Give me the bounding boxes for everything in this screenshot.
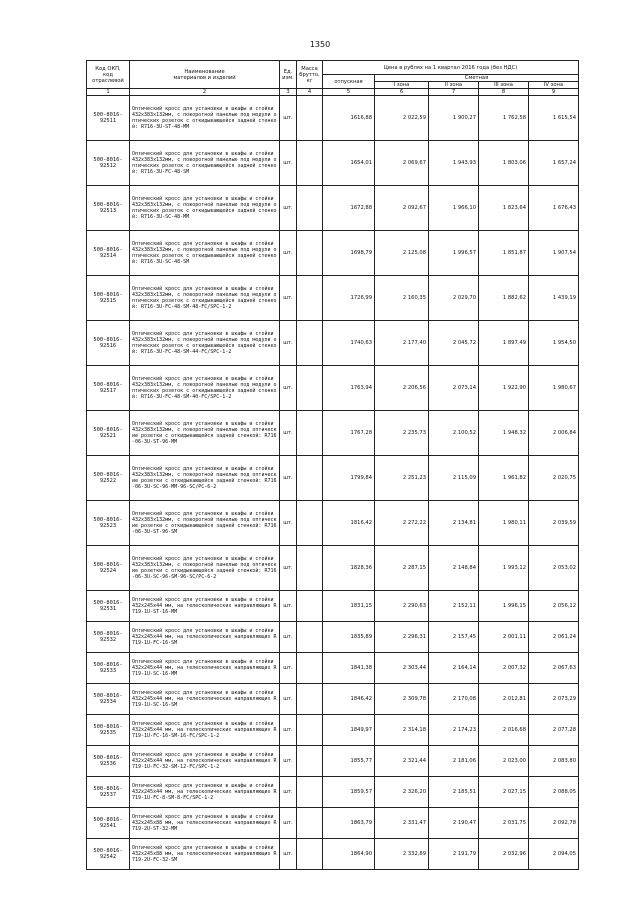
zone-4-price: 2 073,29: [529, 684, 579, 715]
item-name: [130, 591, 280, 622]
item-name: [130, 684, 280, 715]
item-name-text: Оптический кросс для установки в шкафы и стойки 432x245x44 мм, на телескопических направляющих R719-1U-FC-8-SM-8-FC/SPC-1-2: [132, 782, 277, 802]
header-mass: Масса брутто, кг: [297, 61, 323, 89]
item-unit: шт.: [280, 231, 297, 276]
zone-2-price: 2 115,09: [429, 456, 479, 501]
zone-3-price: 1 993,12: [479, 546, 529, 591]
header-zone-4: IV зона: [529, 82, 579, 89]
zone-4-price: 1 980,67: [529, 366, 579, 411]
item-mass: [297, 622, 323, 653]
zone-2-price: 2 045,72: [429, 321, 479, 366]
table-row: [87, 186, 579, 231]
zone-2-price: 2 170,08: [429, 684, 479, 715]
item-unit: шт.: [280, 411, 297, 456]
item-name: [130, 366, 280, 411]
item-code: 500-8016-92523: [87, 501, 130, 546]
header-zone-3: III зона: [479, 82, 529, 89]
zone-4-price: 1 676,43: [529, 186, 579, 231]
zone-3-price: 1 762,58: [479, 96, 529, 141]
zone-1-price: 2 177,40: [375, 321, 429, 366]
zone-1-price: 2 160,35: [375, 276, 429, 321]
item-code: 500-8016-92531: [87, 591, 130, 622]
table-row: [87, 411, 579, 456]
item-code: 500-8016-92533: [87, 653, 130, 684]
table-row: [87, 653, 579, 684]
item-name: [130, 546, 280, 591]
header-release-price: отпускная: [323, 75, 375, 89]
header-name: Наименование материалов и изделий: [130, 61, 280, 89]
item-mass: [297, 746, 323, 777]
release-price: 1831,15: [323, 591, 375, 622]
table-row: [87, 622, 579, 653]
item-name: [130, 839, 280, 870]
item-name: [130, 321, 280, 366]
item-code: 500-8016-92541: [87, 808, 130, 839]
zone-3-price: 1 823,64: [479, 186, 529, 231]
zone-1-price: 2 303,44: [375, 653, 429, 684]
zone-2-price: 2 190,47: [429, 808, 479, 839]
zone-2-price: 2 073,14: [429, 366, 479, 411]
table-row: [87, 777, 579, 808]
item-code: 500-8016-92511: [87, 96, 130, 141]
column-number: 1: [87, 89, 130, 96]
zone-2-price: 2 029,70: [429, 276, 479, 321]
item-name: [130, 653, 280, 684]
item-name-text: Оптический кросс для установки в шкафы и стойки 432x383x132мм, с поворотной панелью под модули оптических розеток с откидывающейся задней стенкой: R716-3U-FC-48-SM-40-FC/SPC-1-2: [132, 375, 277, 401]
item-mass: [297, 777, 323, 808]
item-name-text: Оптический кросс для установки в шкафы и стойки 432x383x132мм, с поворотной панелью под оптические розетки с откидывающейся задней стенкой: R716-06-3U-ST-96-SM: [132, 510, 277, 536]
zone-4-price: 2 056,12: [529, 591, 579, 622]
release-price: 1616,88: [323, 96, 375, 141]
zone-3-price: 1 996,15: [479, 591, 529, 622]
item-code: 500-8016-92515: [87, 276, 130, 321]
item-name: [130, 501, 280, 546]
zone-3-price: 2 007,32: [479, 653, 529, 684]
release-price: 1816,42: [323, 501, 375, 546]
table-row: [87, 591, 579, 622]
item-unit: шт.: [280, 276, 297, 321]
item-mass: [297, 684, 323, 715]
item-unit: шт.: [280, 186, 297, 231]
zone-1-price: 2 326,20: [375, 777, 429, 808]
item-code: 500-8016-92517: [87, 366, 130, 411]
item-name-text: Оптический кросс для установки в шкафы и стойки 432x383x132мм, с поворотной панелью под модули оптических розеток с откидывающейся задней стенкой: R716-3U-FC-48-SM: [132, 150, 277, 176]
release-price: 1740,63: [323, 321, 375, 366]
zone-2-price: 2 191,79: [429, 839, 479, 870]
item-mass: [297, 808, 323, 839]
header-code: Код ОКП, код отраслевой: [87, 61, 130, 89]
zone-2-price: 2 157,45: [429, 622, 479, 653]
table-row: [87, 456, 579, 501]
item-unit: шт.: [280, 591, 297, 622]
item-code: 500-8016-92512: [87, 141, 130, 186]
item-mass: [297, 411, 323, 456]
table-row: [87, 141, 579, 186]
header-zone-1: I зона: [375, 82, 429, 89]
zone-2-price: 2 100,52: [429, 411, 479, 456]
release-price: 1859,57: [323, 777, 375, 808]
item-mass: [297, 839, 323, 870]
item-code: 500-8016-92516: [87, 321, 130, 366]
release-price: 1767,28: [323, 411, 375, 456]
item-name-text: Оптический кросс для установки в шкафы и стойки 432x245x88 мм, на телескопических направляющих R719-2U-ST-32-MM: [132, 813, 277, 833]
item-code: 500-8016-92534: [87, 684, 130, 715]
release-price: 1846,42: [323, 684, 375, 715]
zone-4-price: 2 067,63: [529, 653, 579, 684]
zone-4-price: 1 439,19: [529, 276, 579, 321]
zone-3-price: 1 961,82: [479, 456, 529, 501]
item-unit: шт.: [280, 684, 297, 715]
zone-3-price: 1 882,62: [479, 276, 529, 321]
item-unit: шт.: [280, 141, 297, 186]
zone-1-price: 2 321,44: [375, 746, 429, 777]
item-name-text: Оптический кросс для установки в шкафы и стойки 432x245x88 мм, на телескопических направляющих R719-2U-FC-32-SM: [132, 844, 277, 864]
item-mass: [297, 715, 323, 746]
item-mass: [297, 186, 323, 231]
item-mass: [297, 366, 323, 411]
item-code: 500-8016-92535: [87, 715, 130, 746]
item-mass: [297, 96, 323, 141]
column-number: 7: [429, 89, 479, 96]
zone-4-price: 2 083,80: [529, 746, 579, 777]
item-unit: шт.: [280, 839, 297, 870]
item-unit: шт.: [280, 546, 297, 591]
item-code: 500-8016-92536: [87, 746, 130, 777]
table-row: [87, 684, 579, 715]
item-code: 500-8016-92514: [87, 231, 130, 276]
item-unit: шт.: [280, 96, 297, 141]
price-table: [86, 60, 579, 870]
release-price: 1698,79: [323, 231, 375, 276]
item-name: [130, 456, 280, 501]
zone-1-price: 2 309,78: [375, 684, 429, 715]
table-row: [87, 321, 579, 366]
release-price: 1841,38: [323, 653, 375, 684]
item-code: 500-8016-92522: [87, 456, 130, 501]
zone-4-price: 1 907,54: [529, 231, 579, 276]
zone-4-price: 2 088,05: [529, 777, 579, 808]
table-body: [87, 96, 579, 870]
item-name: [130, 186, 280, 231]
zone-1-price: 2 092,67: [375, 186, 429, 231]
item-code: 500-8016-92537: [87, 777, 130, 808]
item-unit: шт.: [280, 746, 297, 777]
zone-2-price: 2 152,11: [429, 591, 479, 622]
item-mass: [297, 141, 323, 186]
item-unit: шт.: [280, 777, 297, 808]
zone-3-price: 2 027,15: [479, 777, 529, 808]
item-unit: шт.: [280, 366, 297, 411]
item-code: 500-8016-92532: [87, 622, 130, 653]
release-price: 1849,97: [323, 715, 375, 746]
zone-3-price: 1 980,11: [479, 501, 529, 546]
item-unit: шт.: [280, 808, 297, 839]
zone-3-price: 2 012,81: [479, 684, 529, 715]
table-row: [87, 501, 579, 546]
table-row: [87, 276, 579, 321]
column-number: 2: [130, 89, 280, 96]
zone-4-price: 1 954,50: [529, 321, 579, 366]
item-name-text: Оптический кросс для установки в шкафы и стойки 432x383x132мм, с поворотной панелью под модули оптических розеток с откидывающейся задней стенкой: R716-3U-SC-48-SM: [132, 240, 277, 266]
zone-3-price: 2 023,00: [479, 746, 529, 777]
zone-3-price: 1 851,87: [479, 231, 529, 276]
zone-4-price: 2 061,24: [529, 622, 579, 653]
zone-4-price: 2 094,05: [529, 839, 579, 870]
zone-2-price: 1 996,57: [429, 231, 479, 276]
zone-4-price: 2 053,02: [529, 546, 579, 591]
zone-1-price: 2 314,18: [375, 715, 429, 746]
item-name-text: Оптический кросс для установки в шкафы и стойки 432x383x132мм, с поворотной панелью под оптические розетки с откидывающейся задней стенкой: R716-06-3U-ST-96-MM: [132, 420, 277, 446]
zone-1-price: 2 125,08: [375, 231, 429, 276]
zone-2-price: 2 164,14: [429, 653, 479, 684]
header-estimate-price: Сметная: [375, 75, 579, 82]
zone-4-price: 1 615,54: [529, 96, 579, 141]
item-name: [130, 276, 280, 321]
release-price: 1835,89: [323, 622, 375, 653]
table-row: [87, 839, 579, 870]
table-row: [87, 808, 579, 839]
item-mass: [297, 276, 323, 321]
zone-2-price: 2 185,51: [429, 777, 479, 808]
release-price: 1864,90: [323, 839, 375, 870]
zone-1-price: 2 290,63: [375, 591, 429, 622]
item-name-text: Оптический кросс для установки в шкафы и стойки 432x245x44 мм, на телескопических направляющих R719-1U-SC-16-SM: [132, 689, 277, 709]
item-mass: [297, 653, 323, 684]
item-name-text: Оптический кросс для установки в шкафы и стойки 432x383x132мм, с поворотной панелью под модули оптических розеток с откидывающейся задней стенкой: R716-3U-ST-48-MM: [132, 105, 277, 131]
item-name: [130, 777, 280, 808]
zone-1-price: 2 331,47: [375, 808, 429, 839]
release-price: 1799,84: [323, 456, 375, 501]
page-number: 1350: [309, 40, 331, 49]
zone-1-price: 2 251,23: [375, 456, 429, 501]
item-name: [130, 231, 280, 276]
zone-4-price: 2 077,28: [529, 715, 579, 746]
release-price: 1672,88: [323, 186, 375, 231]
item-mass: [297, 321, 323, 366]
zone-3-price: 2 032,96: [479, 839, 529, 870]
item-mass: [297, 501, 323, 546]
item-mass: [297, 546, 323, 591]
item-name-text: Оптический кросс для установки в шкафы и стойки 432x245x44 мм, на телескопических направляющих R719-1U-FC-16-SM-16-FC/SPC-1-2: [132, 720, 277, 740]
item-name: [130, 746, 280, 777]
item-name-text: Оптический кросс для установки в шкафы и стойки 432x383x132мм, с поворотной панелью под модули оптических розеток с откидывающейся задней стенкой: R716-3U-SC-48-MM: [132, 195, 277, 221]
zone-2-price: 1 943,93: [429, 141, 479, 186]
column-number: 6: [375, 89, 429, 96]
column-number: 3: [280, 89, 297, 96]
item-name-text: Оптический кросс для установки в шкафы и стойки 432x383x132мм, с поворотной панелью под оптические розетки с откидывающейся задней стенкой: R716-06-3U-SC-96-MM-96-SC/PC-6-2: [132, 465, 277, 491]
zone-2-price: 1 900,27: [429, 96, 479, 141]
zone-3-price: 1 922,90: [479, 366, 529, 411]
item-name: [130, 808, 280, 839]
table-row: [87, 746, 579, 777]
zone-4-price: 2 020,75: [529, 456, 579, 501]
zone-3-price: 1 897,49: [479, 321, 529, 366]
item-unit: шт.: [280, 653, 297, 684]
zone-2-price: 1 966,10: [429, 186, 479, 231]
table-row: [87, 231, 579, 276]
zone-1-price: 2 022,59: [375, 96, 429, 141]
zone-3-price: 1 803,06: [479, 141, 529, 186]
release-price: 1855,77: [323, 746, 375, 777]
item-unit: шт.: [280, 501, 297, 546]
table-row: [87, 715, 579, 746]
zone-1-price: 2 206,56: [375, 366, 429, 411]
column-number: 4: [297, 89, 323, 96]
release-price: 1763,94: [323, 366, 375, 411]
item-mass: [297, 591, 323, 622]
item-unit: шт.: [280, 622, 297, 653]
release-price: 1828,36: [323, 546, 375, 591]
zone-3-price: 2 001,11: [479, 622, 529, 653]
column-number-row: [87, 89, 579, 96]
column-number: 9: [529, 89, 579, 96]
item-unit: шт.: [280, 715, 297, 746]
header-price-title: Цена в рублях на 1 квартал 2016 года (без НДС): [323, 61, 579, 75]
release-price: 1654,01: [323, 141, 375, 186]
zone-1-price: 2 332,89: [375, 839, 429, 870]
item-name: [130, 715, 280, 746]
zone-4-price: 1 657,24: [529, 141, 579, 186]
item-unit: шт.: [280, 456, 297, 501]
column-number: 5: [323, 89, 375, 96]
zone-2-price: 2 181,06: [429, 746, 479, 777]
release-price: 1726,99: [323, 276, 375, 321]
item-name-text: Оптический кросс для установки в шкафы и стойки 432x383x132мм, с поворотной панелью под модули оптических розеток с откидывающейся задней стенкой: R716-3U-FC-48-SM-48-FC/SPC-1-2: [132, 285, 277, 311]
item-name: [130, 622, 280, 653]
zone-1-price: 2 296,31: [375, 622, 429, 653]
zone-3-price: 2 031,75: [479, 808, 529, 839]
zone-2-price: 2 134,81: [429, 501, 479, 546]
item-unit: шт.: [280, 321, 297, 366]
item-code: 500-8016-92513: [87, 186, 130, 231]
zone-2-price: 2 174,23: [429, 715, 479, 746]
zone-1-price: 2 235,73: [375, 411, 429, 456]
zone-3-price: 1 948,32: [479, 411, 529, 456]
table-row: [87, 96, 579, 141]
table-row: [87, 366, 579, 411]
item-code: 500-8016-92521: [87, 411, 130, 456]
item-name-text: Оптический кросс для установки в шкафы и стойки 432x245x44 мм, на телескопических направляющих R719-1U-FC-32-SM-12-FC/SPC-1-2: [132, 751, 277, 771]
item-name: [130, 411, 280, 456]
item-mass: [297, 231, 323, 276]
zone-3-price: 2 016,68: [479, 715, 529, 746]
item-name-text: Оптический кросс для установки в шкафы и стойки 432x245x44 мм, на телескопических направляющих R719-1U-SC-16-MM: [132, 658, 277, 678]
zone-1-price: 2 069,67: [375, 141, 429, 186]
item-name-text: Оптический кросс для установки в шкафы и стойки 432x383x132мм, с поворотной панелью под оптические розетки с откидывающейся задней стенкой: R716-06-3U-SC-96-SM-96-SC/PC-6-2: [132, 555, 277, 581]
item-name: [130, 96, 280, 141]
zone-1-price: 2 287,15: [375, 546, 429, 591]
release-price: 1863,79: [323, 808, 375, 839]
table-row: [87, 546, 579, 591]
item-name-text: Оптический кросс для установки в шкафы и стойки 432x383x132мм, с поворотной панелью под модули оптических розеток с откидывающейся задней стенкой: R716-3U-FC-48-SM-44-FC/SPC-1-2: [132, 330, 277, 356]
item-mass: [297, 456, 323, 501]
item-code: 500-8016-92542: [87, 839, 130, 870]
zone-1-price: 2 272,22: [375, 501, 429, 546]
zone-2-price: 2 148,84: [429, 546, 479, 591]
column-number: 8: [479, 89, 529, 96]
zone-4-price: 2 039,59: [529, 501, 579, 546]
item-name: [130, 141, 280, 186]
header-zone-2: II зона: [429, 82, 479, 89]
zone-4-price: 2 092,78: [529, 808, 579, 839]
zone-4-price: 2 006,84: [529, 411, 579, 456]
item-code: 500-8016-92524: [87, 546, 130, 591]
header-unit: Ед. изм.: [280, 61, 297, 89]
item-name-text: Оптический кросс для установки в шкафы и стойки 432x245x44 мм, на телескопических направляющих R719-1U-ST-16-MM: [132, 596, 277, 616]
item-name-text: Оптический кросс для установки в шкафы и стойки 432x245x44 мм, на телескопических направляющих R719-1U-FC-16-SM: [132, 627, 277, 647]
